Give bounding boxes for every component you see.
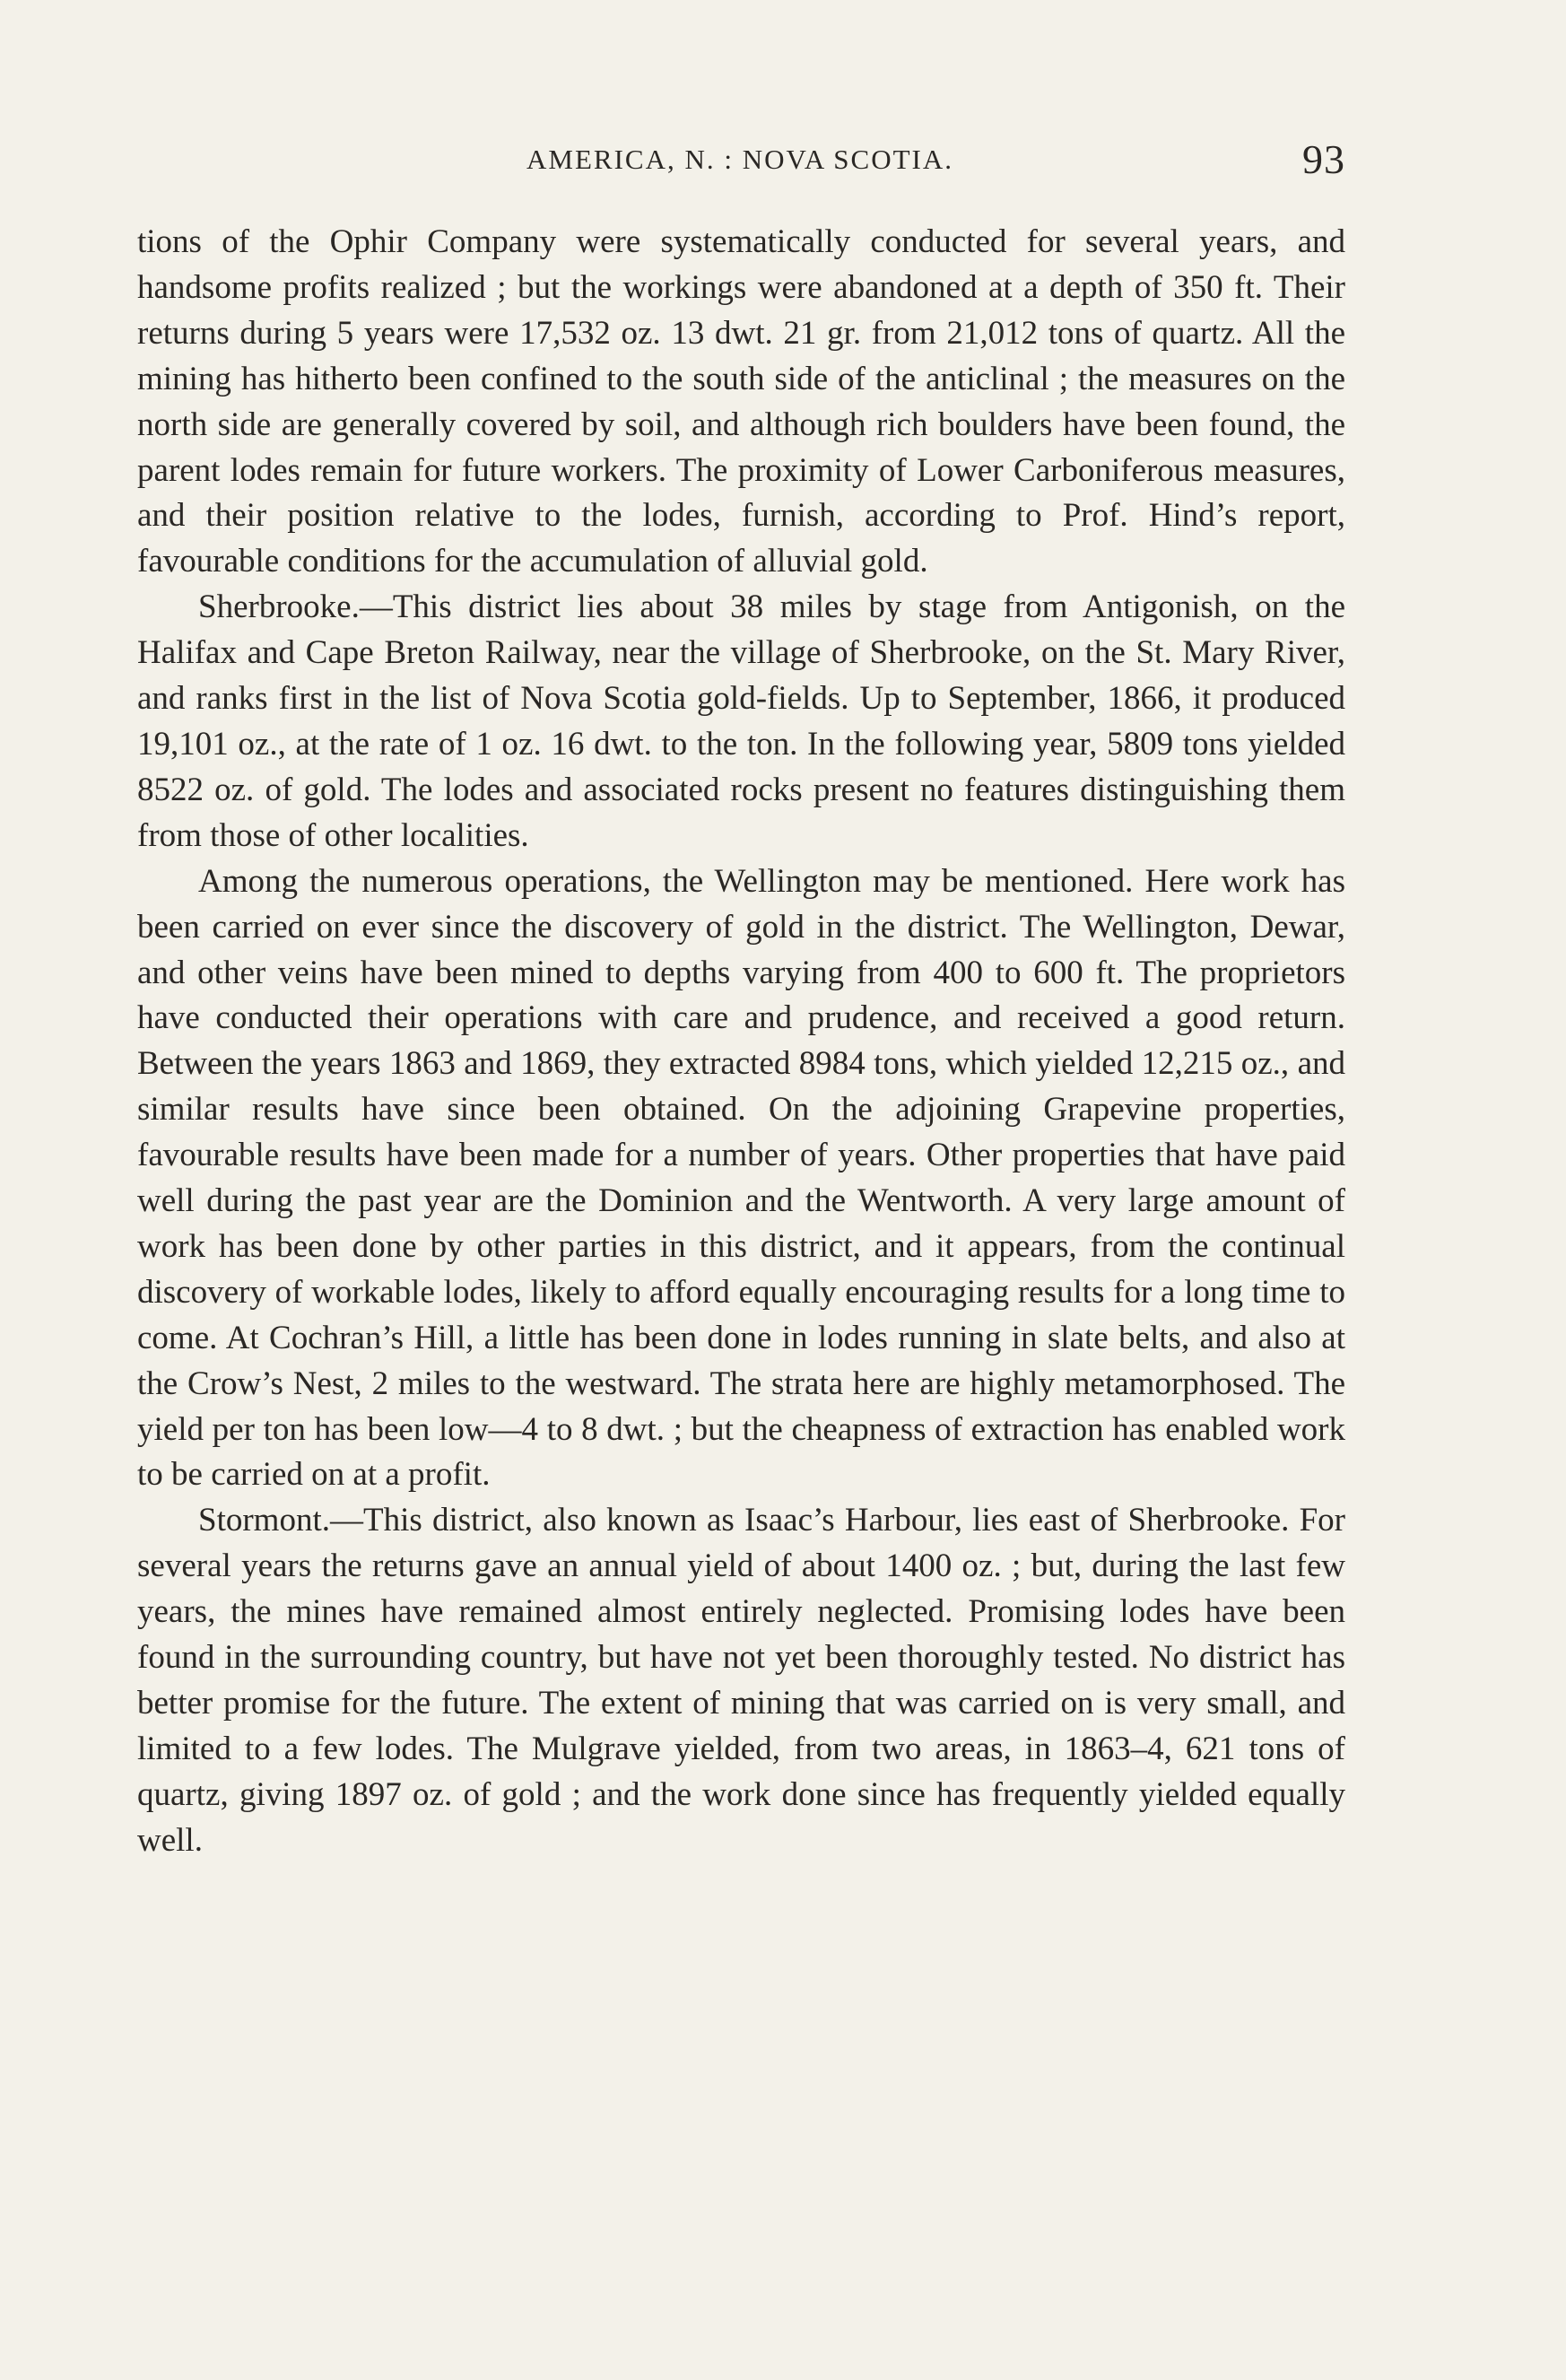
running-title: AMERICA, N. : NOVA SCOTIA. xyxy=(526,144,953,175)
running-head xyxy=(135,136,1345,196)
page-number: 93 xyxy=(1302,136,1345,182)
paragraph-wellington: Among the numerous operations, the Wellington may be mentioned. Here work has been carried on ever since the discovery of gold in the district. The Wellington, Dewar, and other veins have been mined to depths varying from 400 to 600 ft. The proprietors have conducted their operations with care and prudence, and received a good return. Between the years 1863 and 1869, they extracted 8984 tons, which yielded 12,215 oz., and similar results have since been obtained. On the adjoining Grapevine properties, favourable results have been made for a number of years. Other properties that have paid well during the past year are the Dominion and the Wentworth. A very large amount of work has been done by other parties in this district, and it appears, from the continual discovery of workable lodes, likely to afford equally encouraging results for a long time to come. At Cochran’s Hill, a little has been done in lodes running in slate belts, and also at the Crow’s Nest, 2 miles to the westward. The strata here are highly metamorphosed. The yield per ton has been low—4 to 8 dwt. ; but the cheapness of extraction has enabled work to be carried on at a profit. xyxy=(137,862,1345,1494)
body-text xyxy=(137,220,1345,1864)
paragraph-stormont: Stormont.—This district, also known as Isaac’s Harbour, lies east of Sherbrooke. For several years the returns gave an annual yield of about 1400 oz. ; but, during the last few years, the mines have remained almost entirely neglected. Promising lodes have been found in the surrounding country, but have not yet been thoroughly tested. No district has better promise for the future. The extent of mining that was carried on is very small, and limited to a few lodes. The Mulgrave yielded, from two areas, in 1863–4, 621 tons of quartz, giving 1897 oz. of gold ; and the work done since has frequently yielded equally well. xyxy=(137,1502,1345,1859)
paragraph-sherbrooke: Sherbrooke.—This district lies about 38 miles by stage from Antigonish, on the Halifax and Cape Breton Railway, near the village of Sherbrooke, on the St. Mary River, and ranks first in the list of Nova Scotia gold-fields. Up to September, 1866, it produced 19,101 oz., at the rate of 1 oz. 16 dwt. to the ton. In the following year, 5809 tons yielded 8522 oz. of gold. The lodes and associated rocks present no features distinguishing them from those of other localities. xyxy=(137,588,1345,854)
paragraph-ophir-continuation: tions of the Ophir Company were systematically conducted for several years, and handsome profits realized ; but the workings were abandoned at a depth of 350 ft. Their returns during 5 years were 17,532 oz. 13 dwt. 21 gr. from 21,012 tons of quartz. All the mining has hitherto been confined to the south side of the anticlinal ; the measures on the north side are generally covered by soil, and although rich boulders have been found, the parent lodes remain for future workers. The proximity of Lower Carboniferous measures, and their position relative to the lodes, furnish, according to Prof. Hind’s report, favourable conditions for the accumulation of alluvial gold. xyxy=(137,223,1345,580)
